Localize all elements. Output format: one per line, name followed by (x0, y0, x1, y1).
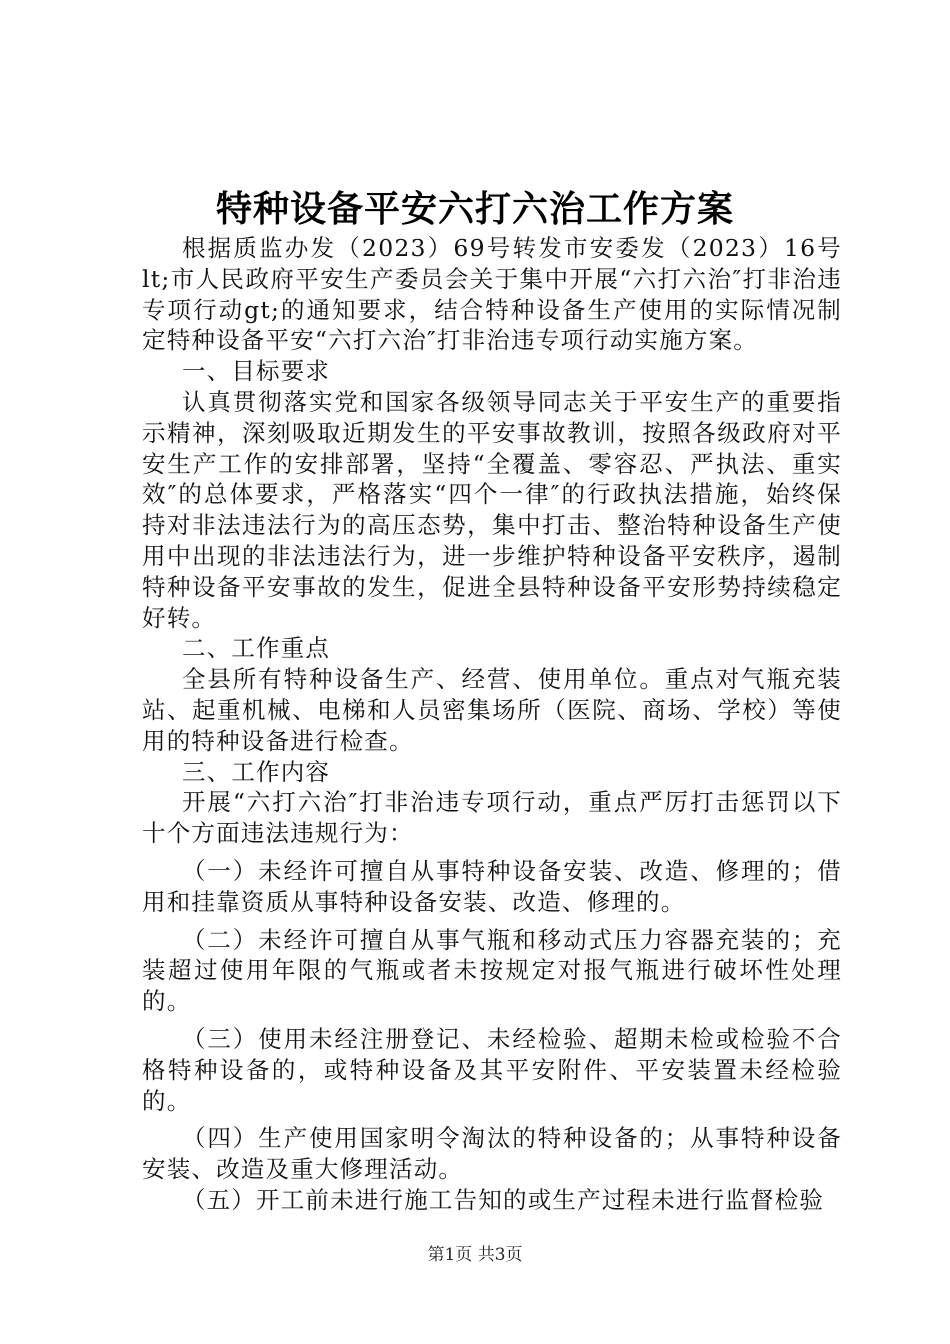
list-item: （三）使用未经注册登记、未经检验、超期未检或检验不合格特种设备的，或特种设备及其平安附件、平安装置未经检验的。 (142, 1024, 842, 1115)
document-title: 特种设备平安六打六治工作方案 (215, 188, 734, 230)
content-paragraph: 开展“六打六治″打非治违专项行动，重点严厉打击惩罚以下十个方面违法违规行为： (142, 788, 842, 848)
list-item: （二）未经许可擅自从事气瓶和移动式压力容器充装的；充装超过使用年限的气瓶或者未按规定对报气瓶进行破坏性处理的。 (142, 925, 842, 1016)
list-item: （五）开工前未进行施工告知的或生产过程未进行监督检验 (181, 1185, 825, 1214)
goals-paragraph: 认真贯彻落实党和国家各级领导同志关于平安生产的重要指示精神，深刻吸取近期发生的平安事故教训，按照各级政府对平安生产工作的安排部署，坚持“全覆盖、零容忍、严执法、重实效″的总体要求，严格落实“四个一律″的行政执法措施，始终保持对非法违法行为的高压态势，集中打击、整治特种设备生产使用中出现的非法违法行为，进一步维护特种设备平安秩序，遏制特种设备平安事故的发生，促进全县特种设备平安形势持续稳定好转。 (142, 387, 842, 632)
intro-paragraph: 根据质监办发（2023）69号转发市安委发（2023）16号lt;市人民政府平安生产委员会关于集中开展“六打六治″打非治违专项行动gt;的通知要求，结合特种设备生产使用的实际情况制定特种设备平安“六打六治″打非治违专项行动实施方案。 (142, 234, 842, 355)
focus-paragraph: 全县所有特种设备生产、经营、使用单位。重点对气瓶充装站、起重机械、电梯和人员密集场所（医院、商场、学校）等使用的特种设备进行检查。 (142, 665, 842, 755)
page-number: 第1页 共3页 (427, 1245, 523, 1265)
section-heading-goals: 一、目标要求 (181, 357, 331, 386)
section-heading-content: 三、工作内容 (181, 757, 331, 786)
list-item: （一）未经许可擅自从事特种设备安装、改造、修理的；借用和挂靠资质从事特种设备安装、改造、修理的。 (142, 856, 842, 916)
document-body (142, 233, 842, 1216)
list-item: （四）生产使用国家明令淘汰的特种设备的；从事特种设备安装、改造及重大修理活动。 (142, 1124, 842, 1184)
section-heading-focus: 二、工作重点 (181, 634, 331, 663)
